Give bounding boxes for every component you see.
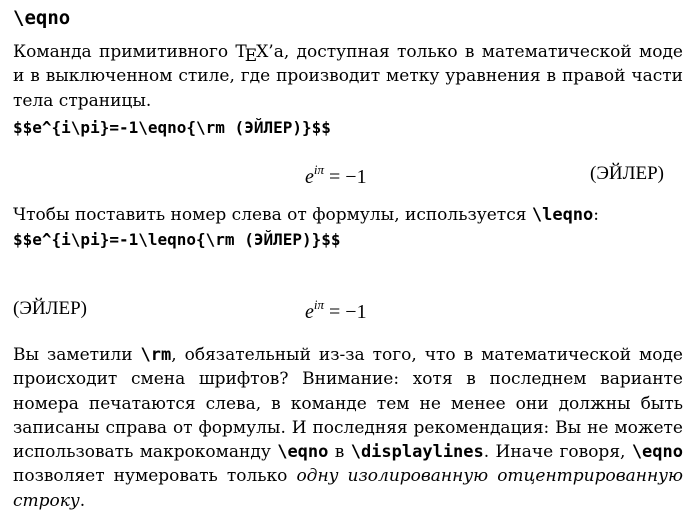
notes-command-displaylines: \displaylines bbox=[350, 442, 484, 463]
leqno-colon: : bbox=[593, 205, 600, 225]
paragraph-notes bbox=[13, 343, 683, 513]
equation-tag-left: (ЭЙЛЕР) bbox=[13, 298, 87, 319]
notes-emphasis: одну изолированную отцентрированную строку bbox=[13, 466, 683, 511]
code-example-leqno: $$e^{i\pi}=-1\leqno{\rm (ЭЙЛЕР)}$$ bbox=[13, 230, 341, 249]
notes-text-6: . bbox=[79, 490, 86, 511]
formula-rest: = −1 bbox=[324, 301, 367, 323]
leqno-text: Чтобы поставить номер слева от формулы, используется bbox=[13, 205, 532, 225]
formula-base: e bbox=[305, 301, 314, 323]
formula-exponent: iπ bbox=[313, 297, 325, 312]
formula-euler-right bbox=[305, 162, 367, 189]
formula-base: e bbox=[305, 166, 314, 188]
formula-rest: = −1 bbox=[324, 166, 367, 188]
equation-tag-right: (ЭЙЛЕР) bbox=[590, 163, 664, 184]
notes-command-eqno: \eqno bbox=[277, 442, 329, 463]
leqno-command: \leqno bbox=[531, 205, 594, 225]
paragraph-leqno bbox=[13, 203, 599, 227]
formula-euler-left bbox=[305, 297, 367, 324]
notes-text-5: позволяет нумеровать только bbox=[13, 466, 297, 487]
notes-command-eqno-2: \eqno bbox=[631, 442, 683, 463]
section-heading: \eqno bbox=[13, 7, 71, 29]
notes-command-rm: \rm bbox=[140, 345, 172, 365]
tex-logo-e: E bbox=[244, 46, 258, 66]
notes-text-1: Вы заметили bbox=[13, 345, 141, 365]
code-example-eqno: $$e^{i\pi}=-1\eqno{\rm (ЭЙЛЕР)}$$ bbox=[13, 118, 331, 137]
intro-text-end: X’а, доступная только в математической моде и в выключенном стиле, где производит метку уравнения в правой части тела страницы. bbox=[13, 42, 683, 111]
intro-text-start: Команда примитивного T bbox=[13, 42, 247, 62]
paragraph-intro bbox=[13, 40, 683, 113]
notes-text-4: . Иначе говоря, bbox=[483, 442, 632, 463]
formula-exponent: iπ bbox=[313, 162, 325, 177]
notes-text-2: , обязательный из-за того, что в математической моде происходит смена шрифтов? Внимание: хотя в последнем варианте номера печатаются слева, в команде тем не менее они должны быть записаны справа от формулы. И последняя рекомендация: Вы не можете использовать макрокоманду bbox=[13, 345, 683, 463]
notes-text-3: в bbox=[328, 442, 351, 463]
